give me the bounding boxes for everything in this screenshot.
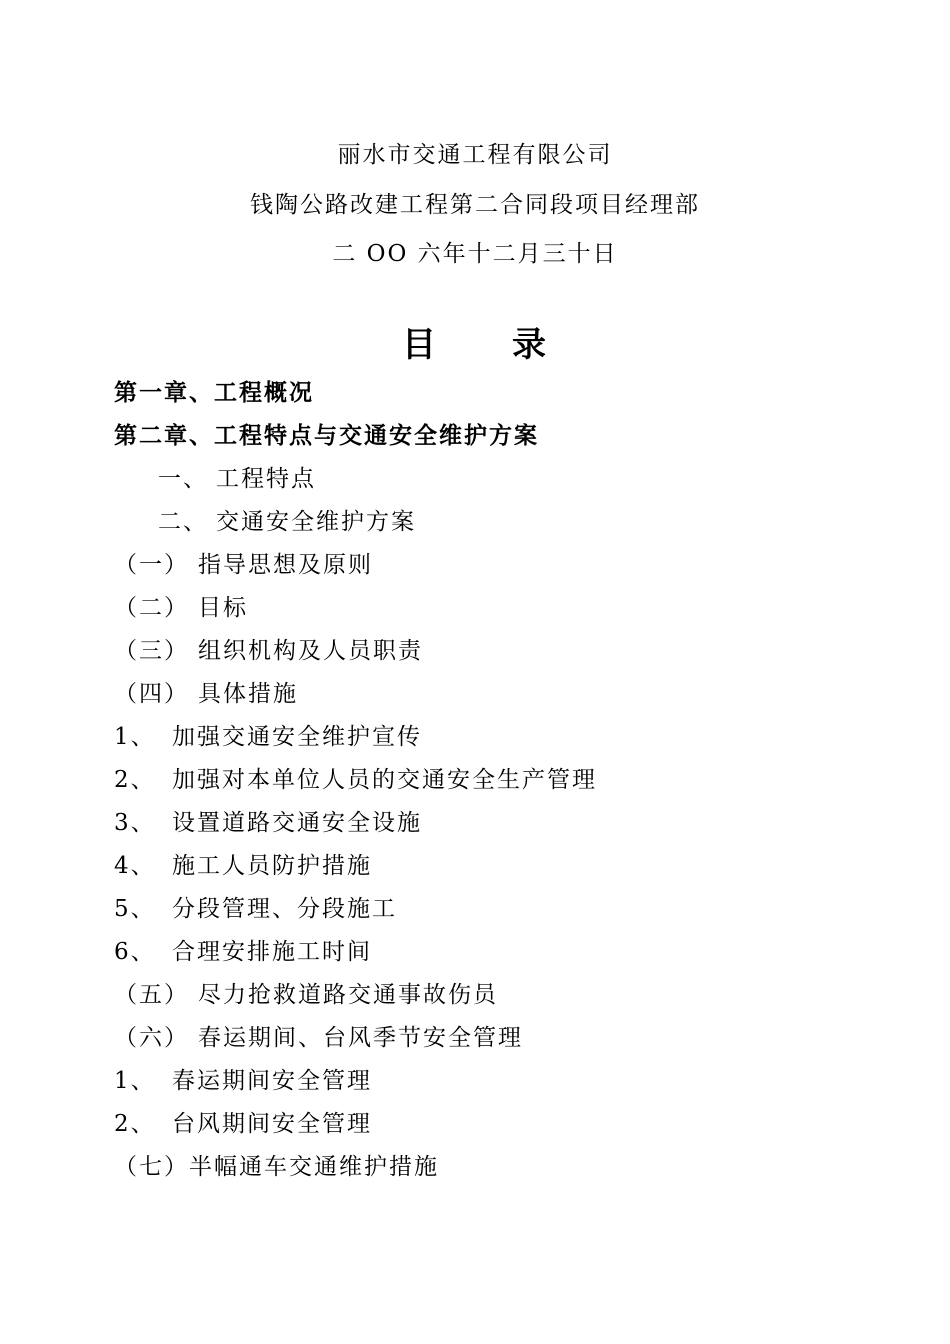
toc-entry-text: 尽力抢救道路交通事故伤员 — [198, 982, 498, 1008]
toc-entry-item[interactable] — [114, 893, 397, 925]
toc-entry-item[interactable] — [114, 807, 422, 839]
toc-entry-text: 工程特点 — [216, 466, 316, 492]
toc-entry-text: 第二章、工程特点与交通安全维护方案 — [114, 422, 539, 449]
toc-entry-number: 二、 — [158, 509, 208, 535]
toc-entry-text: 春运期间安全管理 — [172, 1068, 372, 1094]
toc-entry-text: 指导思想及原则 — [198, 552, 373, 578]
toc-entry-item[interactable] — [114, 1065, 372, 1097]
toc-entry-number: 1、 — [114, 724, 156, 750]
toc-entry-text: 目标 — [198, 595, 248, 621]
toc-title — [0, 322, 950, 368]
toc-entry-number: 2、 — [114, 1111, 156, 1137]
document-date: 二 OO 六年十二月三十日 — [332, 241, 618, 267]
project-department: 钱陶公路改建工程第二合同段项目经理部 — [250, 192, 700, 218]
toc-entry-number: 6、 — [114, 939, 156, 965]
toc-entry-text: 分段管理、分段施工 — [172, 896, 397, 922]
toc-entry-subsection-5[interactable] — [114, 979, 498, 1011]
toc-entry-number: 5、 — [114, 896, 156, 922]
toc-entry-text: 台风期间安全管理 — [172, 1111, 372, 1137]
toc-entry-text: 春运期间、台风季节安全管理 — [198, 1025, 523, 1051]
toc-entry-number: 一、 — [158, 466, 208, 492]
toc-entry-item[interactable] — [114, 764, 597, 796]
toc-entry-chapter-1[interactable] — [114, 377, 314, 409]
toc-entry-text: 具体措施 — [198, 681, 298, 707]
toc-entry-subsection-4[interactable] — [114, 678, 298, 710]
toc-entry-number: （七） — [114, 1154, 189, 1180]
toc-entry-number: （四） — [114, 681, 189, 707]
toc-entry-chapter-2[interactable] — [114, 420, 539, 452]
toc-entry-subsection-6[interactable] — [114, 1022, 523, 1054]
toc-entry-item[interactable] — [114, 936, 372, 968]
toc-entry-text: 加强对本单位人员的交通安全生产管理 — [172, 767, 597, 793]
toc-entry-section-2[interactable] — [158, 506, 416, 538]
toc-entry-number: （三） — [114, 638, 189, 664]
toc-entry-section-1[interactable] — [158, 463, 316, 495]
toc-entry-number: 3、 — [114, 810, 156, 836]
toc-title-char-2: 录 — [512, 325, 548, 365]
toc-entry-number: （二） — [114, 595, 189, 621]
toc-entry-text: 加强交通安全维护宣传 — [172, 724, 422, 750]
toc-entry-subsection-7[interactable] — [114, 1151, 439, 1183]
toc-entry-subsection-2[interactable] — [114, 592, 248, 624]
toc-entry-number: （六） — [114, 1025, 189, 1051]
toc-entry-item[interactable] — [114, 721, 422, 753]
toc-entry-text: 交通安全维护方案 — [216, 509, 416, 535]
toc-entry-text: 施工人员防护措施 — [172, 853, 372, 879]
toc-entry-text: 第一章、工程概况 — [114, 379, 314, 406]
toc-entry-text: 设置道路交通安全设施 — [172, 810, 422, 836]
toc-entry-subsection-3[interactable] — [114, 635, 423, 667]
toc-entry-text: 合理安排施工时间 — [172, 939, 372, 965]
toc-entry-text: 组织机构及人员职责 — [198, 638, 423, 664]
toc-entry-item[interactable] — [114, 1108, 372, 1140]
toc-title-char-1: 目 — [402, 325, 438, 365]
toc-entry-number: （一） — [114, 552, 189, 578]
toc-entry-subsection-1[interactable] — [114, 549, 373, 581]
toc-entry-item[interactable] — [114, 850, 372, 882]
toc-entry-number: 4、 — [114, 853, 156, 879]
toc-entry-text: 半幅通车交通维护措施 — [189, 1154, 439, 1180]
toc-entry-number: （五） — [114, 982, 189, 1008]
company-name: 丽水市交通工程有限公司 — [337, 142, 613, 168]
toc-entry-number: 2、 — [114, 767, 156, 793]
toc-entry-number: 1、 — [114, 1068, 156, 1094]
